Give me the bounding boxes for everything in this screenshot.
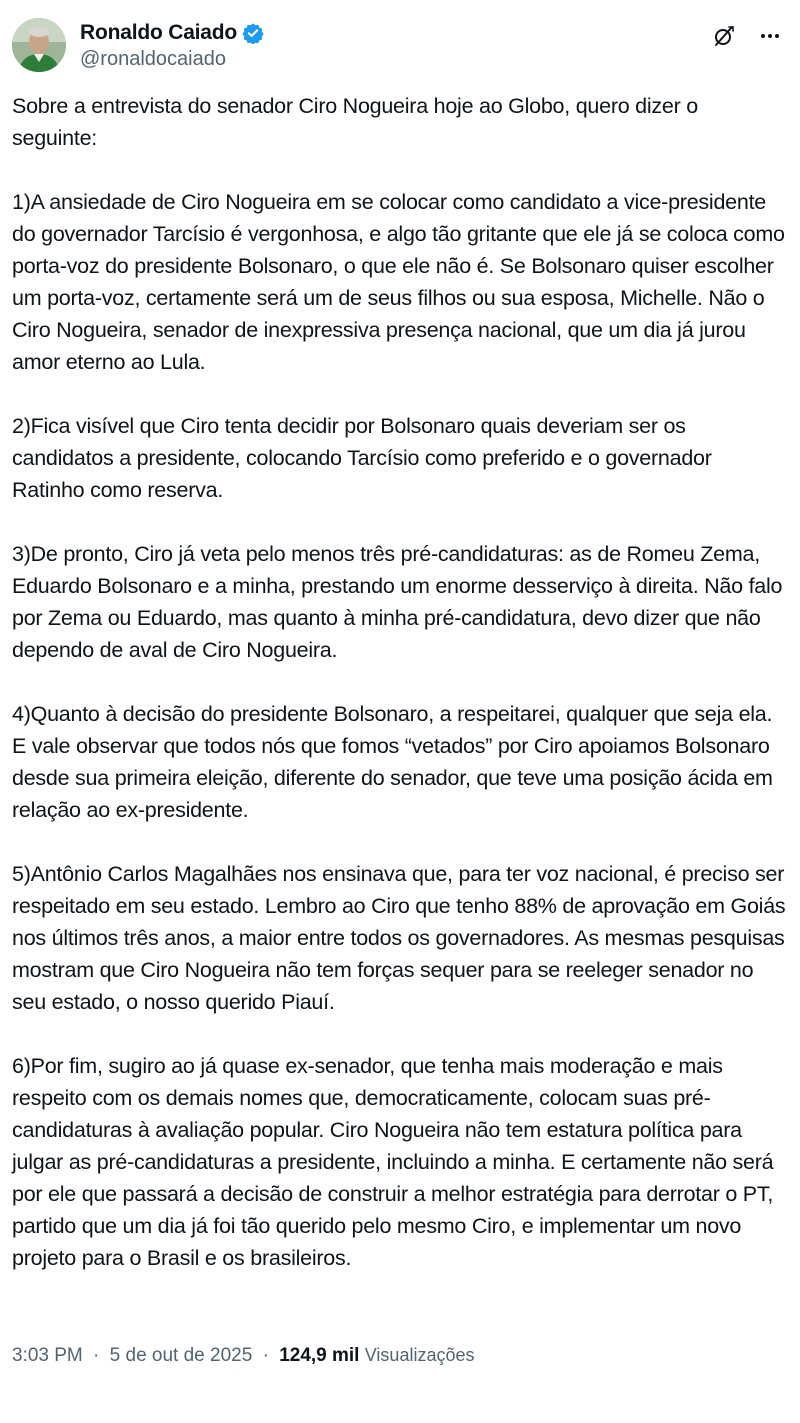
header-actions: [712, 24, 782, 48]
tweet-time[interactable]: 3:03 PM: [12, 1345, 83, 1366]
views-count: 124,9 mil: [279, 1345, 360, 1366]
views-label: Visualizações: [364, 1345, 475, 1365]
tweet-paragraph-5: 5)Antônio Carlos Magalhães nos ensinava que, para ter voz nacional, é preciso ser respeitado em seu estado. Lembro ao Ciro que tenho 88% de aprovação em Goiás nos últimos três anos, a maior entre todos os governadores. As mesmas pesquisas mostram que Ciro Nogueira não tem forças sequer para se reeleger senador no seu estado, o nosso querido Piauí.: [12, 862, 792, 1014]
grok-icon[interactable]: [712, 24, 736, 48]
tweet-text: [12, 90, 792, 1274]
more-options-icon[interactable]: [758, 24, 782, 48]
tweet-paragraph-4: 4)Quanto à decisão do presidente Bolsonaro, a respeitarei, qualquer que seja ela. E vale observar que todos nós que fomos “vetados” por Ciro apoiamos Bolsonaro desde sua primeira eleição, diferente do senador, que teve uma posição ácida em relação ao ex-presidente.: [12, 702, 779, 822]
verified-badge-icon: [242, 22, 264, 44]
author-handle[interactable]: @ronaldocaiado: [80, 48, 226, 70]
tweet-date[interactable]: 5 de out de 2025: [109, 1345, 253, 1366]
tweet-meta: [12, 1345, 474, 1367]
tweet-paragraph-1: 1)A ansiedade de Ciro Nogueira em se colocar como candidato a vice-presidente do governador Tarcísio é vergonhosa, e algo tão gritante que ele já se coloca como porta-voz do presidente Bolsonaro, o que ele não é. Se Bolsonaro quiser escolher um porta-voz, certamente será um de seus filhos ou sua esposa, Michelle. Não o Ciro Nogueira, senador de inexpressiva presença nacional, que um dia já jurou amor eterno ao Lula.: [12, 190, 791, 374]
tweet-paragraph-3: 3)De pronto, Ciro já veta pelo menos três pré-candidaturas: as de Romeu Zema, Eduardo Bolsonaro e a minha, prestando um enorme desserviço à direita. Não falo por Zema ou Eduardo, mas quanto à minha pré-candidatura, devo dizer que não dependo de aval de Ciro Nogueira.: [12, 542, 788, 662]
tweet-header: [12, 14, 788, 76]
avatar[interactable]: [12, 18, 66, 72]
author-names: [80, 20, 264, 71]
tweet-paragraph-intro: Sobre a entrevista do senador Ciro Nogueira hoje ao Globo, quero dizer o seguinte:: [12, 94, 704, 150]
display-name[interactable]: Ronaldo Caiado: [80, 21, 238, 44]
meta-separator: ·: [93, 1345, 100, 1366]
tweet-paragraph-2: 2)Fica visível que Ciro tenta decidir por Bolsonaro quais deveriam ser os candidatos a presidente, colocando Tarcísio como preferido e o governador Ratinho como reserva.: [12, 414, 718, 502]
tweet-paragraph-6: 6)Por fim, sugiro ao já quase ex-senador, que tenha mais moderação e mais respeito com os demais nomes que, democraticamente, colocam suas pré-candidaturas à avaliação popular. Ciro Nogueira não tem estatura política para julgar as pré-candidaturas a presidente, incluindo a minha. E certamente não será por ele que passará a decisão de construir a melhor estratégia para derrotar o PT, partido que um dia já foi tão querido pelo mesmo Ciro, e implementar um novo projeto para o Brasil e os brasileiros.: [12, 1054, 780, 1270]
display-name-row: [80, 20, 264, 46]
meta-separator: ·: [262, 1345, 269, 1366]
